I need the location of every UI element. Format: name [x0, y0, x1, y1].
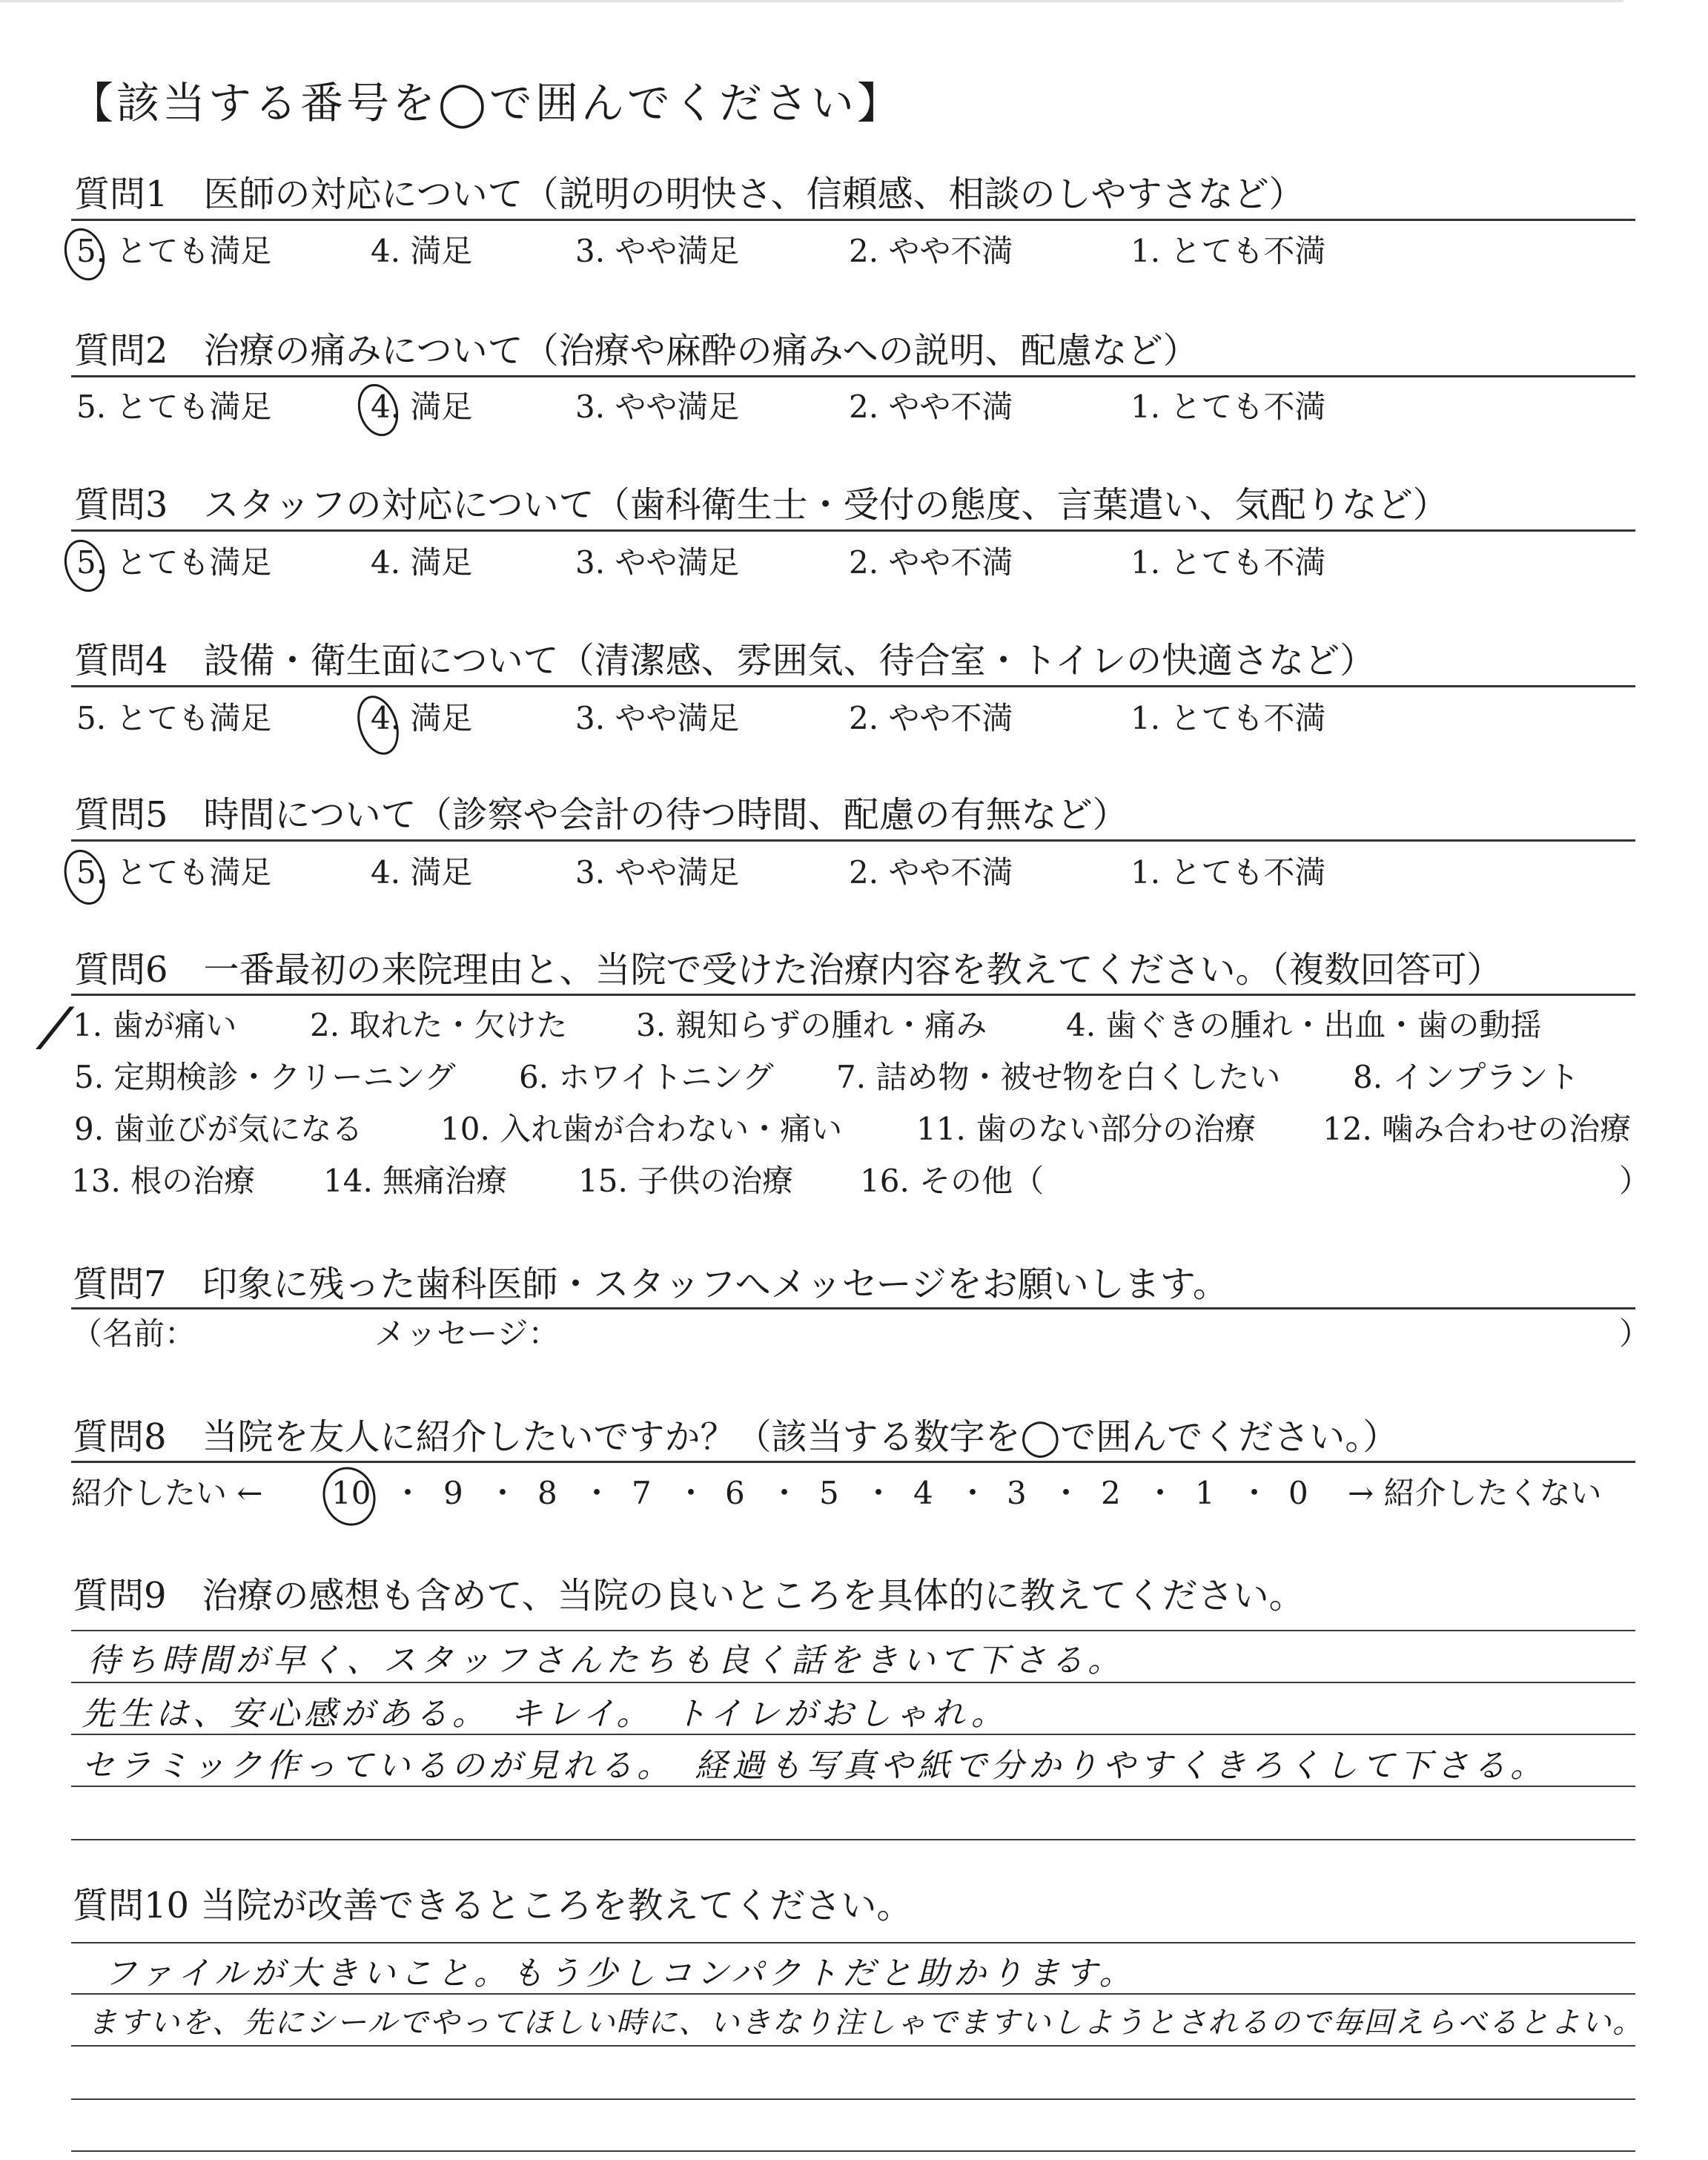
heading-rule [71, 839, 1635, 842]
rating-option[interactable]: 2. やや不満 [849, 544, 1013, 581]
name-field-label[interactable]: （名前： [71, 1315, 196, 1352]
heading-rule [71, 1307, 1635, 1309]
heading-rule [71, 994, 1635, 996]
rating-option[interactable]: 2. やや不満 [849, 233, 1013, 269]
reason-option[interactable]: 14. 無痛治療 [323, 1163, 508, 1199]
rating-option[interactable]: 3. やや満足 [575, 389, 740, 425]
reason-option-other[interactable]: 16. その他（ [860, 1163, 1045, 1199]
scale-number[interactable]: 8 [537, 1475, 557, 1511]
question-heading: 質問2 治療の痛みについて（治療や麻酔の痛みへの説明、配慮など） [74, 330, 1199, 371]
heading-rule [71, 529, 1635, 532]
reason-option[interactable]: 12. 噛み合わせの治療 [1323, 1111, 1632, 1147]
answer-line [71, 1630, 1635, 1631]
rating-option[interactable]: 4. 満足 [371, 544, 473, 581]
scale-number[interactable]: 9 [443, 1475, 463, 1511]
reason-option[interactable]: 8. インプラント [1353, 1059, 1580, 1095]
handwritten-answer: 待ち時間が早く、スタッフさんたちも良く話をきいて下さる。 [87, 1642, 1125, 1680]
rating-option[interactable]: 1. とても不満 [1131, 389, 1326, 425]
scan-top-edge [0, 0, 1623, 2]
heading-rule [71, 375, 1635, 377]
handwritten-check-mark: ⁄ [50, 996, 60, 1062]
question-heading: 質問9 治療の感想も含めて、当院の良いところを具体的に教えてください。 [73, 1575, 1305, 1616]
scale-number[interactable]: 1 [1195, 1475, 1215, 1511]
reason-option[interactable]: 4. 歯ぐきの腫れ・出血・歯の動揺 [1066, 1007, 1542, 1043]
rating-option[interactable]: 3. やや満足 [575, 700, 740, 736]
question-heading: 質問1 医師の対応について（説明の明快さ、信頼感、相談のしやすさなど） [74, 174, 1305, 215]
scale-separator: ・ [1145, 1475, 1176, 1511]
bracket-close: ） [1619, 1315, 1651, 1352]
scale-left-label: 紹介したい ← [71, 1475, 263, 1511]
rating-option[interactable]: 3. やや満足 [575, 544, 740, 581]
rating-option[interactable]: 4. 満足 [371, 854, 473, 891]
scale-number[interactable]: 4 [913, 1475, 933, 1511]
rating-option[interactable]: 1. とても不満 [1131, 233, 1326, 269]
handwritten-answer: ますいを、先にシールでやってほしい時に、いきなり注しゃでますいしようとされるので毎回えらべるとよい。 [87, 2006, 1644, 2040]
message-field-label[interactable]: メッセージ： [374, 1315, 560, 1352]
rating-option[interactable]: 4. 満足 [371, 389, 473, 425]
rating-option[interactable]: 1. とても不満 [1131, 854, 1326, 891]
scale-number[interactable]: 2 [1101, 1475, 1121, 1511]
reason-option[interactable]: 9. 歯並びが気になる [74, 1111, 363, 1147]
question-heading: 質問8 当院を友人に紹介したいですか？（該当する数字を◯で囲んでください。） [73, 1416, 1399, 1458]
reason-option[interactable]: 5. 定期検診・クリーニング [74, 1059, 456, 1095]
answer-line [71, 2150, 1635, 2152]
answer-line [71, 1839, 1635, 1840]
rating-option[interactable]: 2. やや不満 [849, 389, 1013, 425]
question-heading: 質問7 印象に残った歯科医師・スタッフへメッセージをお願いします。 [73, 1264, 1228, 1305]
question-heading: 質問4 設備・衛生面について（清潔感、雰囲気、待合室・トイレの快適さなど） [74, 640, 1376, 681]
scale-separator: ・ [957, 1475, 989, 1511]
heading-rule [71, 219, 1635, 221]
reason-option[interactable]: 13. 根の治療 [71, 1163, 256, 1199]
scale-separator: ・ [487, 1475, 519, 1511]
reason-option[interactable]: 7. 詰め物・被せ物を白くしたい [836, 1059, 1281, 1095]
rating-option[interactable]: 5. とても満足 [76, 544, 272, 581]
rating-option[interactable]: 2. やや不満 [849, 700, 1013, 736]
rating-option[interactable]: 4. 満足 [371, 700, 473, 736]
scale-number[interactable]: 5 [819, 1475, 839, 1511]
rating-option[interactable]: 1. とても不満 [1131, 544, 1326, 581]
answer-line [71, 1942, 1635, 1943]
scale-number[interactable]: 0 [1288, 1475, 1308, 1511]
bracket-close: ） [1619, 1163, 1651, 1199]
handwritten-answer: ファイルが大きいこと。もう少しコンパクトだと助かります。 [104, 1955, 1136, 1992]
reason-option[interactable]: 1. 歯が痛い [73, 1007, 237, 1043]
scale-number[interactable]: 6 [725, 1475, 745, 1511]
scale-number[interactable]: 10 [331, 1475, 371, 1511]
rating-option[interactable]: 4. 満足 [371, 233, 473, 269]
reason-option[interactable]: 10. 入れ歯が合わない・痛い [440, 1111, 843, 1147]
handwritten-answer: 先生は、安心感がある。 キレイ。 トイレがおしゃれ。 [82, 1695, 1008, 1733]
heading-rule [71, 1461, 1635, 1463]
handwritten-circle-mark [315, 1460, 383, 1533]
scale-separator: ・ [1050, 1475, 1082, 1511]
answer-line [71, 2098, 1635, 2100]
scale-separator: ・ [392, 1475, 424, 1511]
rating-option[interactable]: 3. やや満足 [575, 854, 740, 891]
rating-option[interactable]: 5. とても満足 [76, 700, 272, 736]
scale-separator: ・ [1239, 1475, 1271, 1511]
reason-option[interactable]: 6. ホワイトニング [519, 1059, 774, 1095]
reason-option[interactable]: 15. 子供の治療 [578, 1163, 794, 1199]
rating-option[interactable]: 5. とても満足 [76, 233, 272, 269]
question-heading: 質問10 当院が改善できるところを教えてください。 [73, 1885, 913, 1926]
scale-separator: ・ [863, 1475, 895, 1511]
scale-separator: ・ [675, 1475, 707, 1511]
scale-separator: ・ [769, 1475, 801, 1511]
scale-number[interactable]: 3 [1007, 1475, 1027, 1511]
question-heading: 質問5 時間について（診察や会計の待つ時間、配慮の有無など） [74, 794, 1128, 836]
rating-option[interactable]: 5. とても満足 [76, 389, 272, 425]
rating-option[interactable]: 2. やや不満 [849, 854, 1013, 891]
question-heading: 質問3 スタッフの対応について（歯科衛生士・受付の態度、言葉遣い、気配りなど） [74, 484, 1449, 526]
heading-rule [71, 685, 1635, 687]
reason-option[interactable]: 3. 親知らずの腫れ・痛み [636, 1007, 987, 1043]
reason-option[interactable]: 2. 取れた・欠けた [310, 1007, 568, 1043]
question-heading: 質問6 一番最初の来院理由と、当院で受けた治療内容を教えてください。（複数回答可） [74, 949, 1503, 991]
answer-line [71, 2045, 1635, 2047]
reason-option[interactable]: 11. 歯のない部分の治療 [916, 1111, 1257, 1147]
scale-right-label: → 紹介したくない [1348, 1475, 1602, 1511]
page-title: 【該当する番号を◯で囲んでください】 [70, 78, 903, 128]
handwritten-answer: セラミック作っているのが見れる。 経過も写真や紙で分かりやすくきろくして下さる。 [82, 1747, 1548, 1785]
scale-number[interactable]: 7 [632, 1475, 652, 1511]
rating-option[interactable]: 1. とても不満 [1131, 700, 1326, 736]
rating-option[interactable]: 5. とても満足 [76, 854, 272, 891]
answer-line [71, 1682, 1635, 1683]
scale-separator: ・ [581, 1475, 613, 1511]
rating-option[interactable]: 3. やや満足 [575, 233, 740, 269]
